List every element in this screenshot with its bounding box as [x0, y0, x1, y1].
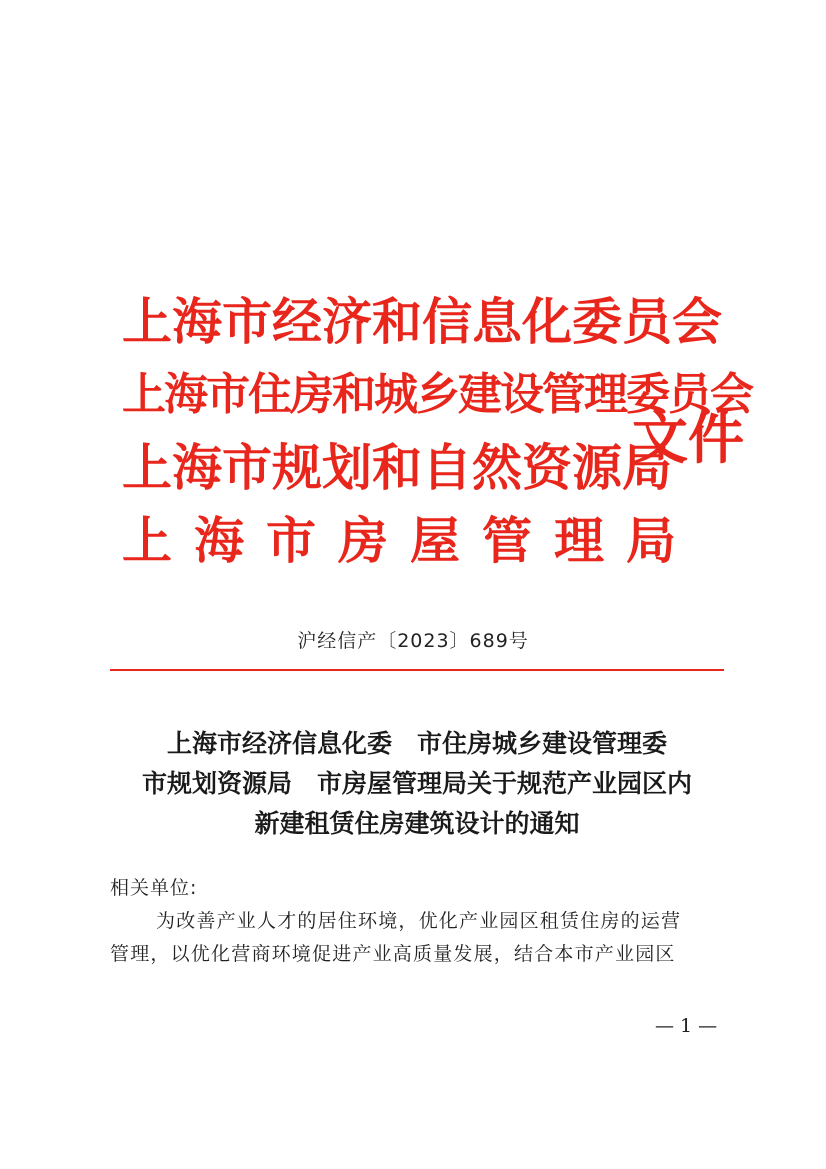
paragraph-line-1: 为改善产业人才的居住环境，优化产业园区租赁住房的运营 — [156, 910, 682, 932]
document-label: 文件 — [632, 406, 744, 472]
issuer-line-4: 上海市房屋管理局 — [122, 511, 698, 570]
page-number: — 1 — — [655, 1015, 718, 1037]
salutation: 相关单位: — [110, 877, 198, 899]
document-title — [110, 724, 724, 844]
title-line-1: 上海市经济信息化委 市住房城乡建设管理委 — [166, 729, 667, 758]
title-line-3: 新建租赁住房建筑设计的通知 — [254, 809, 580, 838]
title-line-2: 市规划资源局 市房屋管理局关于规范产业园区内 — [141, 769, 692, 798]
issuer-line-1: 上海市经济和信息化委员会 — [122, 292, 722, 351]
paragraph-line-2: 管理，以优化营商环境促进产业高质量发展，结合本市产业园区 — [110, 943, 676, 965]
document-body — [110, 872, 724, 971]
issuer-line-2: 上海市住房和城乡建设管理委员会 — [122, 369, 752, 420]
document-number: 沪经信产〔2023〕689号 — [297, 630, 529, 652]
issuer-line-3: 上海市规划和自然资源局 — [122, 438, 672, 497]
red-divider — [110, 669, 724, 671]
